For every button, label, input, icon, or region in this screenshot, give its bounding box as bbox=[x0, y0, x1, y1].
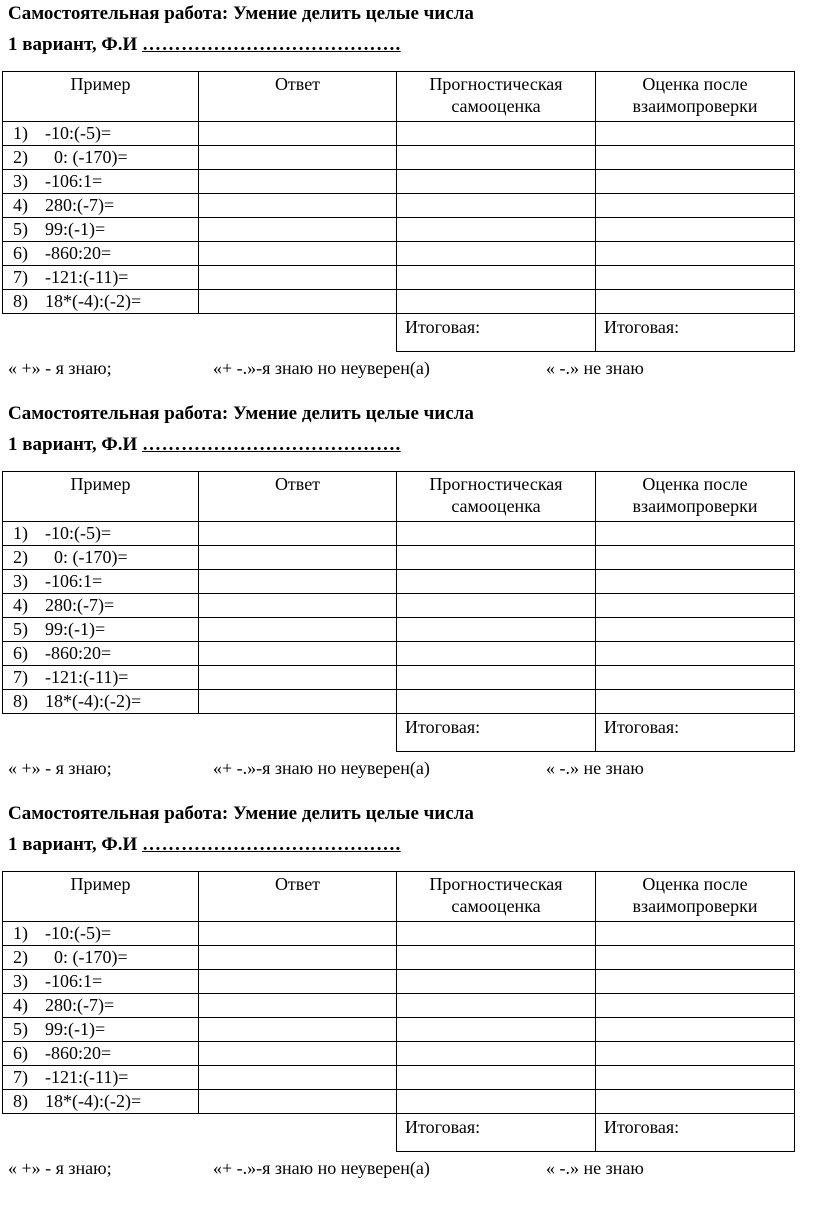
total-row bbox=[3, 314, 795, 352]
table-row bbox=[3, 1018, 795, 1042]
table-row bbox=[3, 546, 795, 570]
self-assessment-cell[interactable] bbox=[397, 218, 596, 242]
peer-assessment-cell[interactable] bbox=[596, 194, 795, 218]
example-expression: -860:20= bbox=[45, 1043, 112, 1063]
example-cell bbox=[3, 970, 199, 994]
exercise-table bbox=[2, 871, 795, 1152]
legend-know: « +» - я знаю; bbox=[8, 1158, 112, 1178]
worksheet-title: Самостоятельная работа: Умение делить целые числа bbox=[8, 3, 474, 24]
example-number: 4) bbox=[13, 195, 28, 215]
table-row bbox=[3, 170, 795, 194]
total-peer-cell[interactable]: Итоговая: bbox=[596, 314, 795, 352]
self-assessment-cell[interactable] bbox=[397, 546, 596, 570]
worksheet-1 bbox=[0, 0, 816, 400]
header-peer-assessment: Оценка после взаимопроверки bbox=[596, 72, 795, 122]
example-expression: 18*(-4):(-2)= bbox=[45, 1091, 142, 1111]
answer-cell[interactable] bbox=[199, 266, 397, 290]
header-example: Пример bbox=[3, 472, 199, 522]
example-cell bbox=[3, 1090, 199, 1114]
answer-cell[interactable] bbox=[199, 922, 397, 946]
example-expression: -860:20= bbox=[45, 243, 112, 263]
answer-cell[interactable] bbox=[199, 146, 397, 170]
table-row bbox=[3, 266, 795, 290]
example-number: 5) bbox=[13, 1019, 28, 1039]
example-expression: -121:(-11)= bbox=[45, 667, 129, 687]
header-self-assessment: Прогностическая самооценка bbox=[397, 872, 596, 922]
example-expression: -106:1= bbox=[45, 571, 103, 591]
peer-assessment-cell[interactable] bbox=[596, 1018, 795, 1042]
header-example: Пример bbox=[3, 72, 199, 122]
example-cell bbox=[3, 146, 199, 170]
name-field-line[interactable]: …………………………………. bbox=[141, 434, 401, 455]
self-assessment-cell[interactable] bbox=[397, 1042, 596, 1066]
example-expression: -106:1= bbox=[45, 971, 103, 991]
example-number: 2) bbox=[13, 547, 28, 567]
peer-assessment-cell[interactable] bbox=[596, 690, 795, 714]
example-number: 2) bbox=[13, 147, 28, 167]
example-cell bbox=[3, 570, 199, 594]
answer-cell[interactable] bbox=[199, 1018, 397, 1042]
answer-cell[interactable] bbox=[199, 218, 397, 242]
example-cell bbox=[3, 290, 199, 314]
example-cell bbox=[3, 122, 199, 146]
example-number: 8) bbox=[13, 291, 28, 311]
example-cell bbox=[3, 1066, 199, 1090]
table-row bbox=[3, 594, 795, 618]
header-example: Пример bbox=[3, 872, 199, 922]
example-expression: 0: (-170)= bbox=[45, 947, 128, 967]
example-cell bbox=[3, 1042, 199, 1066]
answer-cell[interactable] bbox=[199, 570, 397, 594]
peer-assessment-cell[interactable] bbox=[596, 1042, 795, 1066]
example-number: 1) bbox=[13, 123, 28, 143]
header-peer-assessment: Оценка после взаимопроверки bbox=[596, 472, 795, 522]
self-assessment-cell[interactable] bbox=[397, 146, 596, 170]
answer-cell[interactable] bbox=[199, 642, 397, 666]
example-expression: -860:20= bbox=[45, 643, 112, 663]
legend-know: « +» - я знаю; bbox=[8, 758, 112, 778]
exercise-table bbox=[2, 471, 795, 752]
total-spacer bbox=[199, 1114, 397, 1152]
peer-assessment-cell[interactable] bbox=[596, 1090, 795, 1114]
example-number: 1) bbox=[13, 923, 28, 943]
answer-cell[interactable] bbox=[199, 1042, 397, 1066]
peer-assessment-cell[interactable] bbox=[596, 994, 795, 1018]
self-assessment-cell[interactable] bbox=[397, 1018, 596, 1042]
total-self-cell[interactable]: Итоговая: bbox=[397, 1114, 596, 1152]
self-assessment-cell[interactable] bbox=[397, 194, 596, 218]
example-expression: 280:(-7)= bbox=[45, 595, 115, 615]
peer-assessment-cell[interactable] bbox=[596, 570, 795, 594]
example-number: 5) bbox=[13, 219, 28, 239]
self-assessment-cell[interactable] bbox=[397, 618, 596, 642]
table-header-row bbox=[3, 472, 795, 522]
answer-cell[interactable] bbox=[199, 618, 397, 642]
total-row bbox=[3, 714, 795, 752]
answer-cell[interactable] bbox=[199, 522, 397, 546]
exercise-table bbox=[2, 71, 795, 352]
peer-assessment-cell[interactable] bbox=[596, 218, 795, 242]
table-row bbox=[3, 218, 795, 242]
example-number: 4) bbox=[13, 995, 28, 1015]
variant-line bbox=[8, 33, 401, 57]
peer-assessment-cell[interactable] bbox=[596, 922, 795, 946]
answer-cell[interactable] bbox=[199, 594, 397, 618]
table-row bbox=[3, 1042, 795, 1066]
name-field-line[interactable]: …………………………………. bbox=[141, 834, 401, 855]
total-self-cell[interactable]: Итоговая: bbox=[397, 314, 596, 352]
answer-cell[interactable] bbox=[199, 666, 397, 690]
table-row bbox=[3, 1090, 795, 1114]
example-cell bbox=[3, 642, 199, 666]
example-number: 6) bbox=[13, 1043, 28, 1063]
variant-line bbox=[8, 833, 401, 857]
answer-cell[interactable] bbox=[199, 946, 397, 970]
example-cell bbox=[3, 170, 199, 194]
total-peer-cell[interactable]: Итоговая: bbox=[596, 1114, 795, 1152]
example-expression: -106:1= bbox=[45, 171, 103, 191]
total-spacer bbox=[199, 714, 397, 752]
total-spacer bbox=[3, 1114, 199, 1152]
self-assessment-cell[interactable] bbox=[397, 522, 596, 546]
example-number: 8) bbox=[13, 691, 28, 711]
header-self-assessment: Прогностическая самооценка bbox=[397, 72, 596, 122]
answer-cell[interactable] bbox=[199, 994, 397, 1018]
example-cell bbox=[3, 618, 199, 642]
answer-cell[interactable] bbox=[199, 546, 397, 570]
peer-assessment-cell[interactable] bbox=[596, 946, 795, 970]
worksheet-3 bbox=[0, 800, 816, 1200]
self-assessment-cell[interactable] bbox=[397, 290, 596, 314]
example-number: 3) bbox=[13, 971, 28, 991]
self-assessment-cell[interactable] bbox=[397, 970, 596, 994]
peer-assessment-cell[interactable] bbox=[596, 242, 795, 266]
table-row bbox=[3, 146, 795, 170]
total-row bbox=[3, 1114, 795, 1152]
table-row bbox=[3, 642, 795, 666]
example-expression: 99:(-1)= bbox=[45, 619, 106, 639]
example-cell bbox=[3, 242, 199, 266]
self-assessment-cell[interactable] bbox=[397, 690, 596, 714]
example-number: 2) bbox=[13, 947, 28, 967]
worksheet-2 bbox=[0, 400, 816, 800]
legend-unsure: «+ -.»-я знаю но неуверен(а) bbox=[213, 358, 430, 378]
example-expression: 99:(-1)= bbox=[45, 219, 106, 239]
table-row bbox=[3, 970, 795, 994]
table-row bbox=[3, 570, 795, 594]
total-self-cell[interactable]: Итоговая: bbox=[397, 714, 596, 752]
total-spacer bbox=[3, 314, 199, 352]
self-assessment-cell[interactable] bbox=[397, 170, 596, 194]
example-expression: -10:(-5)= bbox=[45, 923, 112, 943]
table-row bbox=[3, 994, 795, 1018]
example-cell bbox=[3, 994, 199, 1018]
table-row bbox=[3, 290, 795, 314]
worksheet-title: Самостоятельная работа: Умение делить целые числа bbox=[8, 803, 474, 824]
total-peer-cell[interactable]: Итоговая: bbox=[596, 714, 795, 752]
legend-unsure: «+ -.»-я знаю но неуверен(а) bbox=[213, 1158, 430, 1178]
legend-dont-know: « -.» не знаю bbox=[546, 358, 644, 378]
peer-assessment-cell[interactable] bbox=[596, 1066, 795, 1090]
example-expression: -121:(-11)= bbox=[45, 267, 129, 287]
self-assessment-cell[interactable] bbox=[397, 570, 596, 594]
example-expression: -121:(-11)= bbox=[45, 1067, 129, 1087]
example-cell bbox=[3, 266, 199, 290]
table-header-row bbox=[3, 872, 795, 922]
self-assessment-cell[interactable] bbox=[397, 922, 596, 946]
answer-cell[interactable] bbox=[199, 1066, 397, 1090]
legend-know: « +» - я знаю; bbox=[8, 358, 112, 378]
example-number: 7) bbox=[13, 267, 28, 287]
peer-assessment-cell[interactable] bbox=[596, 122, 795, 146]
self-assessment-cell[interactable] bbox=[397, 1066, 596, 1090]
table-row bbox=[3, 690, 795, 714]
answer-cell[interactable] bbox=[199, 242, 397, 266]
self-assessment-cell[interactable] bbox=[397, 1090, 596, 1114]
example-number: 5) bbox=[13, 619, 28, 639]
self-assessment-cell[interactable] bbox=[397, 994, 596, 1018]
table-row bbox=[3, 1066, 795, 1090]
legend-dont-know: « -.» не знаю bbox=[546, 758, 644, 778]
example-cell bbox=[3, 690, 199, 714]
example-expression: 280:(-7)= bbox=[45, 995, 115, 1015]
example-number: 3) bbox=[13, 571, 28, 591]
self-assessment-cell[interactable] bbox=[397, 122, 596, 146]
example-expression: 99:(-1)= bbox=[45, 1019, 106, 1039]
header-answer: Ответ bbox=[199, 872, 397, 922]
self-assessment-cell[interactable] bbox=[397, 594, 596, 618]
table-row bbox=[3, 946, 795, 970]
example-cell bbox=[3, 946, 199, 970]
table-header-row bbox=[3, 72, 795, 122]
answer-cell[interactable] bbox=[199, 170, 397, 194]
self-assessment-cell[interactable] bbox=[397, 266, 596, 290]
peer-assessment-cell[interactable] bbox=[596, 970, 795, 994]
header-answer: Ответ bbox=[199, 472, 397, 522]
self-assessment-cell[interactable] bbox=[397, 642, 596, 666]
example-cell bbox=[3, 522, 199, 546]
header-self-assessment: Прогностическая самооценка bbox=[397, 472, 596, 522]
example-number: 1) bbox=[13, 523, 28, 543]
example-expression: 18*(-4):(-2)= bbox=[45, 691, 142, 711]
peer-assessment-cell[interactable] bbox=[596, 170, 795, 194]
example-cell bbox=[3, 546, 199, 570]
example-number: 6) bbox=[13, 243, 28, 263]
answer-cell[interactable] bbox=[199, 122, 397, 146]
peer-assessment-cell[interactable] bbox=[596, 522, 795, 546]
example-number: 8) bbox=[13, 1091, 28, 1111]
table-row bbox=[3, 666, 795, 690]
table-row bbox=[3, 522, 795, 546]
peer-assessment-cell[interactable] bbox=[596, 618, 795, 642]
example-cell bbox=[3, 922, 199, 946]
example-cell bbox=[3, 218, 199, 242]
peer-assessment-cell[interactable] bbox=[596, 546, 795, 570]
name-field-line[interactable]: …………………………………. bbox=[141, 34, 401, 55]
variant-label: 1 вариант, Ф.И bbox=[8, 434, 142, 455]
example-expression: 0: (-170)= bbox=[45, 547, 128, 567]
self-assessment-cell[interactable] bbox=[397, 666, 596, 690]
example-expression: 280:(-7)= bbox=[45, 195, 115, 215]
answer-cell[interactable] bbox=[199, 690, 397, 714]
legend-dont-know: « -.» не знаю bbox=[546, 1158, 644, 1178]
table-row bbox=[3, 242, 795, 266]
total-spacer bbox=[3, 714, 199, 752]
variant-label: 1 вариант, Ф.И bbox=[8, 34, 142, 55]
header-answer: Ответ bbox=[199, 72, 397, 122]
self-assessment-cell[interactable] bbox=[397, 946, 596, 970]
peer-assessment-cell[interactable] bbox=[596, 290, 795, 314]
table-row bbox=[3, 194, 795, 218]
total-spacer bbox=[199, 314, 397, 352]
peer-assessment-cell[interactable] bbox=[596, 266, 795, 290]
example-number: 7) bbox=[13, 1067, 28, 1087]
answer-cell[interactable] bbox=[199, 194, 397, 218]
example-cell bbox=[3, 194, 199, 218]
example-expression: 18*(-4):(-2)= bbox=[45, 291, 142, 311]
example-number: 7) bbox=[13, 667, 28, 687]
example-cell bbox=[3, 594, 199, 618]
variant-line bbox=[8, 433, 401, 457]
example-number: 6) bbox=[13, 643, 28, 663]
table-row bbox=[3, 618, 795, 642]
peer-assessment-cell[interactable] bbox=[596, 666, 795, 690]
peer-assessment-cell[interactable] bbox=[596, 642, 795, 666]
example-cell bbox=[3, 1018, 199, 1042]
table-row bbox=[3, 122, 795, 146]
worksheet-title: Самостоятельная работа: Умение делить целые числа bbox=[8, 403, 474, 424]
answer-cell[interactable] bbox=[199, 1090, 397, 1114]
example-expression: -10:(-5)= bbox=[45, 123, 112, 143]
variant-label: 1 вариант, Ф.И bbox=[8, 834, 142, 855]
example-cell bbox=[3, 666, 199, 690]
self-assessment-cell[interactable] bbox=[397, 242, 596, 266]
example-number: 4) bbox=[13, 595, 28, 615]
peer-assessment-cell[interactable] bbox=[596, 146, 795, 170]
table-row bbox=[3, 922, 795, 946]
example-expression: -10:(-5)= bbox=[45, 523, 112, 543]
example-number: 3) bbox=[13, 171, 28, 191]
example-expression: 0: (-170)= bbox=[45, 147, 128, 167]
answer-cell[interactable] bbox=[199, 290, 397, 314]
answer-cell[interactable] bbox=[199, 970, 397, 994]
header-peer-assessment: Оценка после взаимопроверки bbox=[596, 872, 795, 922]
legend-unsure: «+ -.»-я знаю но неуверен(а) bbox=[213, 758, 430, 778]
peer-assessment-cell[interactable] bbox=[596, 594, 795, 618]
